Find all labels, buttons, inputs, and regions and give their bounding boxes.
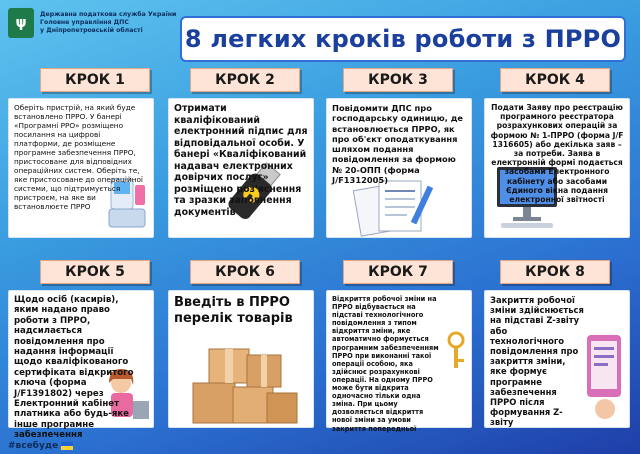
step-6-card	[168, 290, 314, 428]
step-1-card	[8, 98, 154, 238]
step-5-card	[8, 290, 154, 441]
step-1-label: КРОК 1	[40, 68, 150, 92]
step-2-card	[168, 98, 314, 238]
step-3-label: КРОК 3	[343, 68, 453, 92]
step-6-label: КРОК 6	[190, 260, 300, 284]
step-5-label: КРОК 5	[40, 260, 150, 284]
step-3-card	[326, 98, 472, 238]
step-5-text: Щодо осіб (касирів), яким надано право роботи з ПРРО, надсилається повідомлення про надання інформації щодо кваліфікованого сертифіката відкритого ключа (форма J/F1391802) через Електронний кабінет платника або будь-яке інше програмне забезпечення	[14, 295, 134, 441]
hashtag-label: #всебуде	[8, 441, 73, 451]
org-name: Державна податкова служба України Головне управління ДПС у Дніпропетровській області	[40, 11, 177, 34]
step-4-card	[484, 98, 630, 238]
step-3-text: Повідомити ДПС про господарську одиницю, де встановлюється ПРРО, як про об'єкт оподаткування шляхом подання повідомлення за формою № 20-ОПП (форма J/F1312005)	[332, 103, 464, 186]
step-8-label: КРОК 8	[500, 260, 610, 284]
page-title: 8 легких кроків роботи з ПРРО	[184, 25, 622, 53]
step-6-text: Введіть в ПРРО перелік товарів	[174, 295, 293, 326]
boxes-icon	[187, 335, 299, 425]
tax-service-emblem-icon: ψ	[8, 8, 34, 38]
step-4-text: Подати Заяву про реєстрацію програмного реєстратора розрахункових операцій за формою № 1-ПРРО (форма J/F 1316605) або декілька заяв – за потреби. Заява в електронній формі подається засобами Електронного кабінету або засобами Єдиного вікна подання електронної звітності	[490, 103, 624, 205]
step-4-label: КРОК 4	[500, 68, 610, 92]
step-7-text: Відкриття робочої зміни на ПРРО відбувається на підставі технологічного повідомлення з типом відкриття зміни, яке автоматично формується програмним забезпеченням ПРРО при виконанні такої операції особою, яка здійснює розрахункові операції. На одному ПРРО може бути відкрита одночасно тільки одна зміна. При цьому дозволяється відкриття нової зміни за умови закриття попередньої	[332, 295, 439, 433]
report-phone-icon	[583, 331, 627, 423]
step-1-text: Оберіть пристрій, на який буде встановлено ПРРО. У банері «Програмні РРО» розміщено посилання на цифрові платформи, де розміщене програмне забезпечення ПРРО, пристосоване для відповідних операційних систем. Оберіть те, яке пристосоване до операційної системи, що підтримується пристроєм, на яке ви встановлюєте ПРРО	[14, 103, 143, 211]
title-banner	[180, 16, 626, 62]
step-2-label: КРОК 2	[190, 68, 300, 92]
step-7-card	[326, 290, 472, 433]
step-8-card	[484, 290, 630, 428]
step-7-label: КРОК 7	[343, 260, 453, 284]
step-8-text: Закриття робочої зміни здійснюється на підставі Z-звіту або технологічного повідомлення про закриття зміни, яке формує програмне забезпечення ПРРО після формування Z-звіту	[490, 295, 584, 428]
step-2-text: Отримати кваліфікований електронний підпис для відповідальної особи. У банері «Кваліфікований надавач електронних довірчих послуг» розміщено роз'яснення та зразки заповнення документів	[174, 103, 308, 218]
